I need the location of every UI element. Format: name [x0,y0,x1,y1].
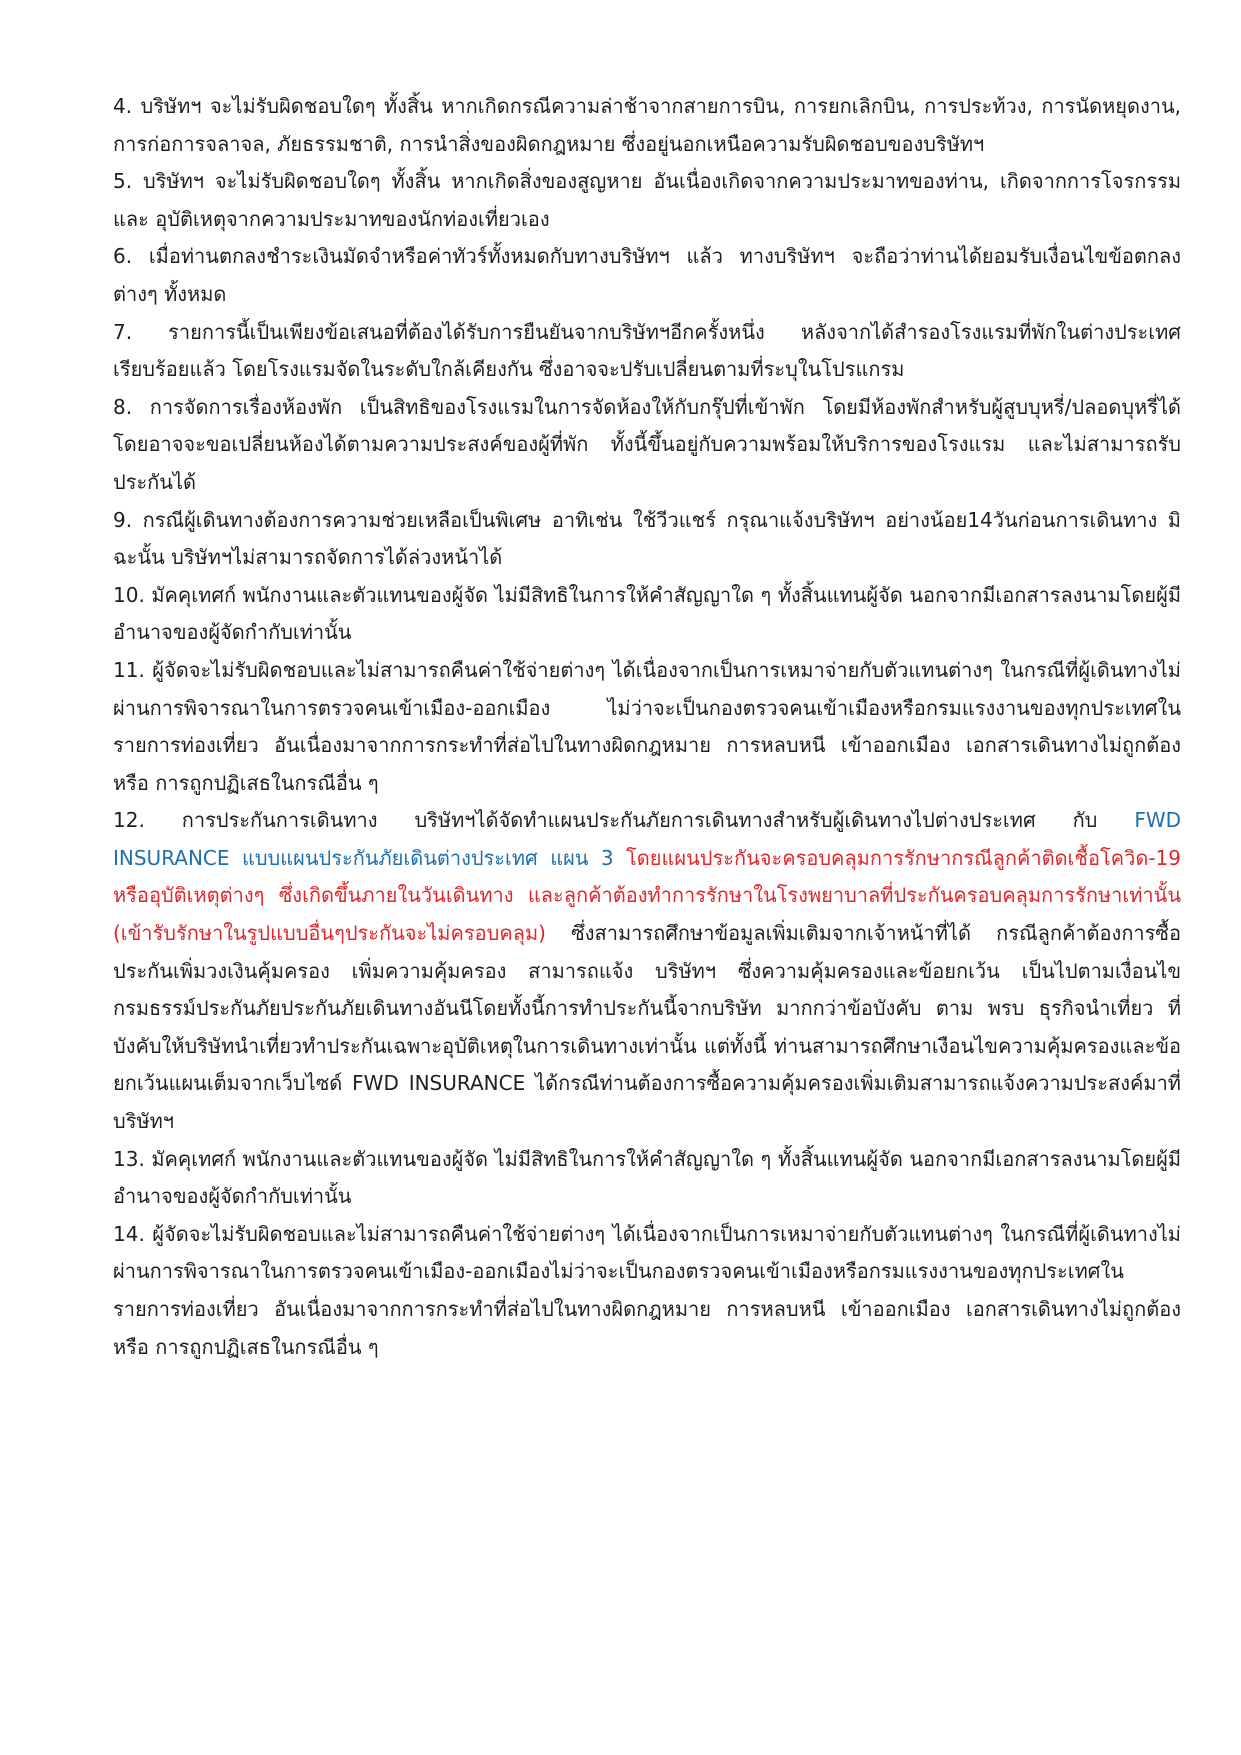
clause-9: 9. กรณีผู้เดินทางต้องการความช่วยเหลือเป็นพิเศษ อาทิเช่น ใช้วีวแชร์ กรุณาแจ้งบริษัทฯ อย่างน้อย14วันก่อนการเดินทาง มิฉะนั้น บริษัทฯไม่สามารถจัดการได้ล่วงหน้าได้ [113,507,1181,570]
terms-conditions-document [113,88,1181,1366]
clause-13: 13. มัคคุเทศก์ พนักงานและตัวแทนของผู้จัด ไม่มีสิทธิในการให้คำสัญญาใด ๆ ทั้งสิ้นแทนผู้จัด นอกจากมีเอกสารลงนามโดยผู้มีอำนาจของผู้จัดกำกับเท่านั้น [113,1146,1181,1209]
clause-12-intro: 12. การประกันการเดินทาง บริษัทฯได้จัดทำแผนประกันภัยการเดินทางสำหรับผู้เดินทางไปต่างประเทศ กับ [113,808,1135,833]
coverage-highlight: โดยแผนประกันจะครอบคลุมการรักษากรณีลูกค้าติดเชื้อโควิด-19 หรืออุบัติเหตุต่างๆ ซึ่งเกิดขึ้นภายในวันเดินทาง และลูกค้าต้องทำการรักษาในโรงพยาบาลที่ประกันครอบคลุมการรักษาเท่านั้น (เข้ารับรักษาในรูปแบบอื่นๆประกันจะไม่ครอบคลุม) [113,845,1181,946]
clause-12-insurance [113,802,1181,1140]
clause-6: 6. เมื่อท่านตกลงชำระเงินมัดจำหรือค่าทัวร์ทั้งหมดกับทางบริษัทฯ แล้ว ทางบริษัทฯ จะถือว่าท่านได้ยอมรับเงื่อนไขข้อตกลงต่างๆ ทั้งหมด [113,244,1181,306]
clause-10: 10. มัคคุเทศก์ พนักงานและตัวแทนของผู้จัด ไม่มีสิทธิในการให้คำสัญญาใด ๆ ทั้งสิ้นแทนผู้จัด นอกจากมีเอกสารลงนามโดยผู้มีอำนาจของผู้จัดกำกับเท่านั้น [113,582,1181,645]
clause-8: 8. การจัดการเรื่องห้องพัก เป็นสิทธิของโรงแรมในการจัดห้องให้กับกรุ๊ปที่เข้าพัก โดยมีห้องพักสำหรับผู้สูบบุหรี่/ปลอดบุหรี่ได้ โดยอาจจะขอเปลี่ยนห้องได้ตามความประสงค์ของผู้ที่พัก ทั้งนี้ขึ้นอยู่กับความพร้อมให้บริการของโรงแรม และไม่สามารถรับประกันได้ [113,394,1181,494]
clause-5: 5. บริษัทฯ จะไม่รับผิดชอบใดๆ ทั้งสิ้น หากเกิดสิ่งของสูญหาย อันเนื่องเกิดจากความประมาทของท่าน, เกิดจากการโจรกรรม และ อุบัติเหตุจากความประมาทของนักท่องเที่ยวเอง [113,169,1181,231]
clause-7: 7. รายการนี้เป็นเพียงข้อเสนอที่ต้องได้รับการยืนยันจากบริษัทฯอีกครั้งหนึ่ง หลังจากได้สำรองโรงแรมที่พักในต่างประเทศเรียบร้อยแล้ว โดยโรงแรมจัดในระดับใกล้เคียงกัน ซึ่งอาจจะปรับเปลี่ยนตามที่ระบุในโปรแกรม [113,319,1181,382]
clause-11: 11. ผู้จัดจะไม่รับผิดชอบและไม่สามารถคืนค่าใช้จ่ายต่างๆ ได้เนื่องจากเป็นการเหมาจ่ายกับตัวแทนต่างๆ ในกรณีที่ผู้เดินทางไม่ผ่านการพิจารณาในการตรวจคนเข้าเมือง-ออกเมือง ไม่ว่าจะเป็นกองตรวจคนเข้าเมืองหรือกรมแรงงานของทุกประเทศในรายการท่องเที่ยว อันเนื่องมาจากการกระทำที่ส่อไปในทางผิดกฎหมาย การหลบหนี เข้าออกเมือง เอกสารเดินทางไม่ถูกต้อง หรือ การถูกปฏิเสธในกรณีอื่น ๆ [113,657,1181,795]
insurer-plan-highlight: FWD INSURANCE แบบแผนประกันภัยเดินต่างประเทศ แผน 3 [113,808,1181,870]
clause-4: 4. บริษัทฯ จะไม่รับผิดชอบใดๆ ทั้งสิ้น หากเกิดกรณีความล่าช้าจากสายการบิน, การยกเลิกบิน, การประท้วง, การนัดหยุดงาน, การก่อการจลาจล, ภัยธรรมชาติ, การนำสิ่งของผิดกฎหมาย ซึ่งอยู่นอกเหนือความรับผิดชอบของบริษัทฯ [113,94,1181,156]
clause-14: 14. ผู้จัดจะไม่รับผิดชอบและไม่สามารถคืนค่าใช้จ่ายต่างๆ ได้เนื่องจากเป็นการเหมาจ่ายกับตัวแทนต่างๆ ในกรณีที่ผู้เดินทางไม่ผ่านการพิจารณาในการตรวจคนเข้าเมือง-ออกเมืองไม่ว่าจะเป็นกองตรวจคนเข้าเมืองหรือกรมแรงงานของทุกประเทศในรายการท่องเที่ยว อันเนื่องมาจากการกระทำที่ส่อไปในทางผิดกฎหมาย การหลบหนี เข้าออกเมือง เอกสารเดินทางไม่ถูกต้อง หรือ การถูกปฏิเสธในกรณีอื่น ๆ [113,1221,1181,1359]
clause-12-details: ซึ่งสามารถศึกษาข้อมูลเพิ่มเติมจากเจ้าหน้าที่ได้ กรณีลูกค้าต้องการซื้อประกันเพิ่มวงเงินคุ้มครอง เพิ่มความคุ้มครอง สามารถแจ้ง บริษัทฯ ซึ่งความคุ้มครองและข้อยกเว้น เป็นไปตามเงื่อนไขกรมธรรม์ประกันภัยประกันภัยเดินทางอันนีโดยทั้งนี้การทำประกันนี้จากบริษัท มากกว่าข้อบังคับ ตาม พรบ ธุรกิจนำเที่ยว ที่บังคับให้บริษัทนำเที่ยวทำประกันเฉพาะอุบัติเหตุในการเดินทางเท่านั้น แต่ทั้งนี้ ท่านสามารถศึกษาเงือนไขความคุ้มครองและข้อยกเว้นแผนเต็มจากเว็บไซด์ FWD INSURANCE ได้กรณีท่านต้องการซื้อความคุ้มครองเพิ่มเติมสามารถแจ้งความประสงค์มาที่บริษัทฯ [113,921,1181,1134]
